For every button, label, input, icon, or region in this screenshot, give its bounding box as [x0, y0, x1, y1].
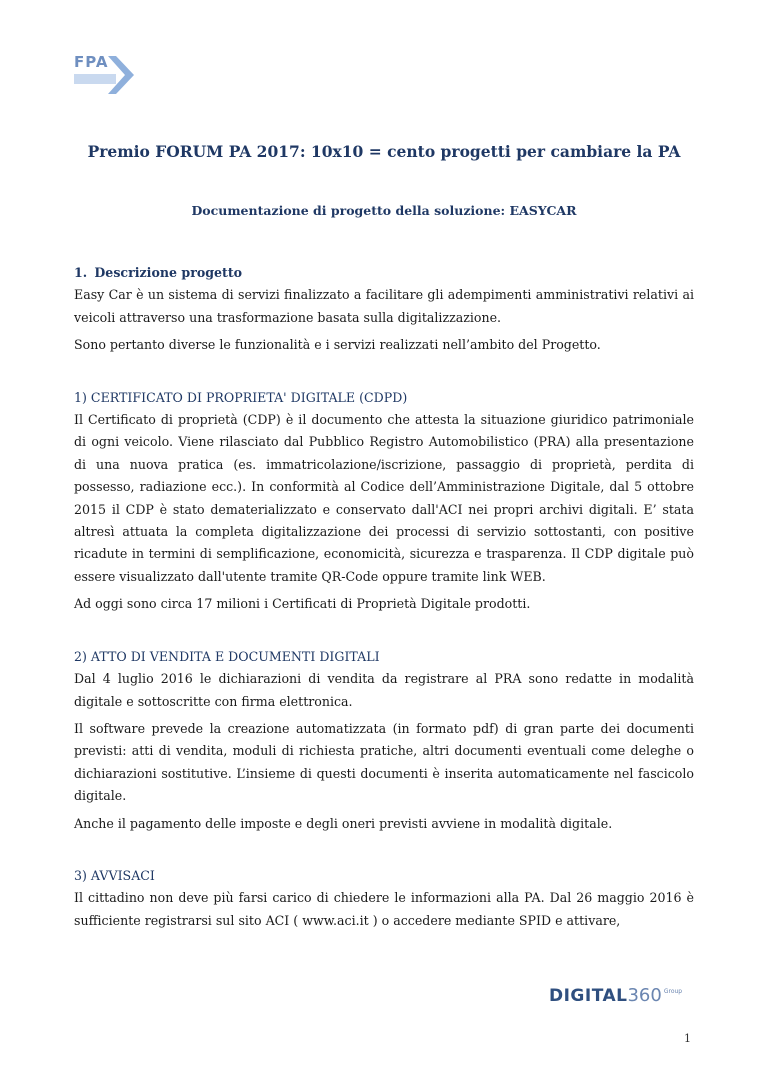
paragraph: Dal 4 luglio 2016 le dichiarazioni di vendita da registrare al PRA sono redatte in modalità digitale e sottoscritte con firma elettronica.	[74, 671, 694, 709]
document-body	[74, 262, 694, 937]
paragraph: Easy Car è un sistema di servizi finalizzato a facilitare gli adempimenti amministrativi relativi ai veicoli attraverso una trasformazione basata sulla digitalizzazione.	[74, 287, 694, 325]
digital360-logo-text: DIGITAL	[549, 986, 628, 1006]
paragraph: Il Certificato di proprietà (CDP) è il documento che attesta la situazione giuridico patrimoniale di ogni veicolo. Viene rilasciato dal Pubblico Registro Automobilistico (PRA) alla presentazione di una nuova pratica (es. immatricolazione/iscrizione, passaggio di proprietà, perdita di possesso, radiazione ecc.). In conformità al Codice dell’Amministrazione Digitale, dal 5 ottobre 2015 il CDP è stato dematerializzato e conservato dall'ACI nei propri archivi digitali. E’ stata altresì attuata la completa digitalizzazione dei processi di servizio sottostanti, con positive ricadute in termini di semplificazione, economicità, sicurezza e trasparenza. Il CDP digitale può essere visualizzato dall'utente tramite QR-Code oppure tramite link WEB.	[74, 412, 694, 584]
digital360-logo-group: Group	[663, 988, 683, 995]
fpa-logo	[70, 50, 136, 96]
digital360-logo-number: 360	[627, 985, 662, 1006]
paragraph: Ad oggi sono circa 17 milioni i Certificati di Proprietà Digitale prodotti.	[74, 596, 531, 612]
fpa-logo-text: FPA	[74, 53, 109, 71]
paragraph: Il cittadino non deve più farsi carico di chiedere le informazioni alla PA. Dal 26 maggio 2016 è sufficiente registrarsi sul sito ACI ( www.aci.it ) o accedere mediante SPID e attivare,	[74, 890, 694, 928]
digital360-logo	[549, 985, 682, 1007]
paragraph: Il software prevede la creazione automatizzata (in formato pdf) di gran parte dei documenti previsti: atti di vendita, moduli di richiesta pratiche, altri documenti eventuali come deleghe o dichiarazioni sostitutive. L’insieme di questi documenti è inserita automaticamente nel fascicolo digitale.	[74, 720, 694, 804]
section-heading-avvisaci: 3) AVVISACI	[74, 867, 155, 883]
section-heading-descrizione	[74, 262, 694, 284]
paragraph: Sono pertanto diverse le funzionalità e i servizi realizzati nell’ambito del Progetto.	[74, 337, 601, 353]
document-subtitle: Documentazione di progetto della soluzione: EASYCAR	[191, 203, 577, 218]
page-number: 1	[684, 1032, 691, 1045]
section-heading-cdpd: 1) CERTIFICATO DI PROPRIETA' DIGITALE (CDPD)	[74, 389, 408, 405]
section-number: 1.	[74, 265, 88, 280]
section-heading-atto-vendita: 2) ATTO DI VENDITA E DOCUMENTI DIGITALI	[74, 648, 380, 664]
section-title: Descrizione progetto	[94, 265, 243, 280]
paragraph: Anche il pagamento delle imposte e degli oneri previsti avviene in modalità digitale.	[74, 815, 613, 831]
document-title: Premio FORUM PA 2017: 10x10 = cento progetti per cambiare la PA	[87, 142, 681, 161]
